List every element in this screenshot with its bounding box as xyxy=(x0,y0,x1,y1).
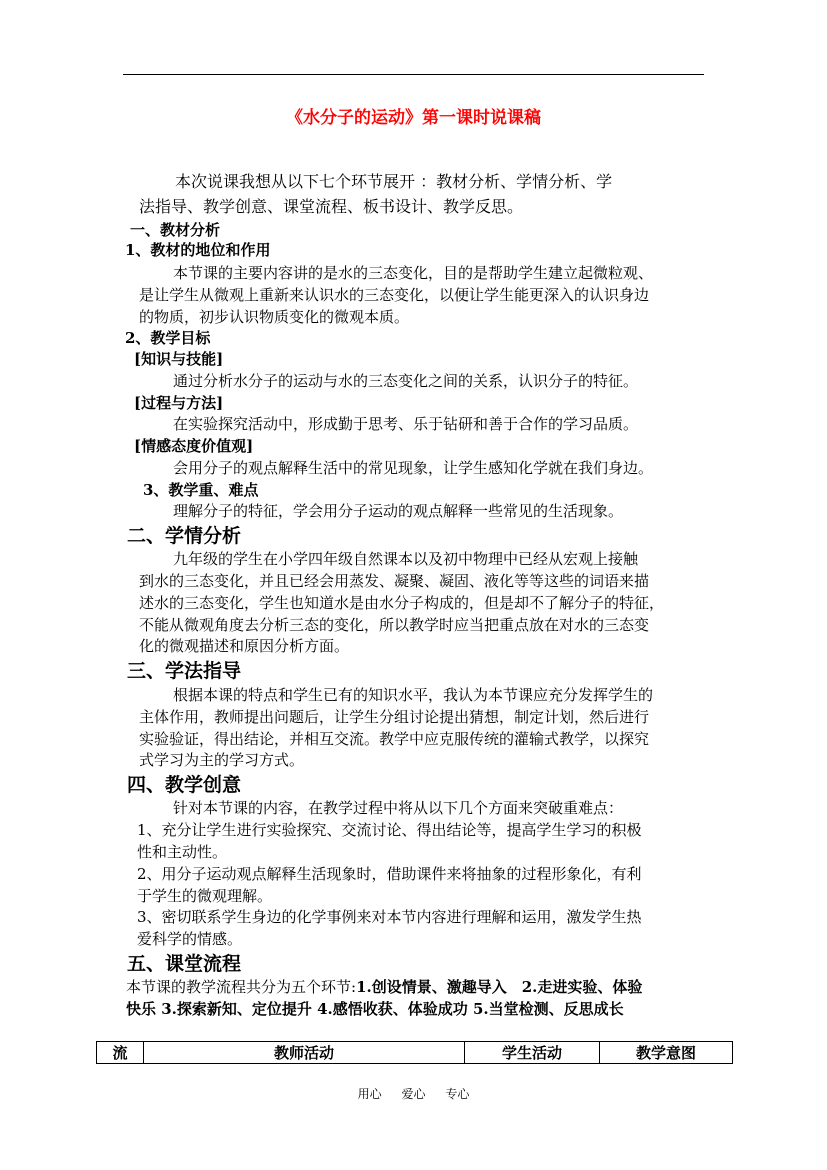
flow-line-1-steps: 1.创设情景、激趣导入 2.走进实验、体验 xyxy=(356,978,643,996)
page-title: 《水分子的运动》第一课时说课稿 xyxy=(286,108,541,128)
section-2-heading: 二、学情分析 xyxy=(127,525,242,547)
paragraph-line: 主体作用，教师提出问题后，让学生分组讨论提出猜想，制定计划，然后进行 xyxy=(139,708,650,726)
header-rule xyxy=(123,74,704,75)
section-3-heading: 三、学法指导 xyxy=(127,660,242,682)
list-item: 爱科学的情感。 xyxy=(137,930,243,948)
section-1-heading: 一、教材分析 xyxy=(130,221,221,239)
list-item: 性和主动性。 xyxy=(137,843,228,861)
table-header-cell: 流 xyxy=(97,1042,144,1064)
footer-text: 专心 xyxy=(445,1087,470,1101)
intro-line-1: 本次说课我想从以下七个环节展开 ：教材分析、学情分析、学 xyxy=(175,172,613,191)
paragraph-line: 化的微观描述和原因分析方面。 xyxy=(139,637,350,655)
footer-text: 用心 xyxy=(357,1087,382,1101)
emotion-text: 会用分子的观点解释生活中的常见现象，让学生感知化学就在我们身边。 xyxy=(173,459,654,477)
section-5-heading: 五、课堂流程 xyxy=(127,953,242,975)
list-item: 2、用分子运动观点解释生活现象时，借助课件来将抽象的过程形象化，有利 xyxy=(137,865,642,883)
paragraph-line: 九年级的学生在小学四年级自然课本以及初中物理中已经从宏观上接触 xyxy=(173,550,639,568)
key-points-text: 理解分子的特征，学会用分子运动的观点解释一些常见的生活现象。 xyxy=(173,502,624,520)
section-1-sub1-heading: 1、教材的地位和作用 xyxy=(125,241,271,259)
section-4-lead: 针对本节课的内容，在教学过程中将从以下几个方面来突破重难点： xyxy=(173,799,624,817)
paragraph-line: 到水的三态变化，并且已经会用蒸发、凝聚、凝固、液化等等这些的词语来描 xyxy=(139,572,650,590)
emotion-label: [情感态度价值观] xyxy=(134,437,254,455)
process-text: 在实验探究活动中，形成勤于思考、乐于钻研和善于合作的学习品质。 xyxy=(173,415,639,433)
knowledge-label: [知识与技能] xyxy=(134,350,224,368)
table-header-cell: 教师活动 xyxy=(144,1042,465,1064)
section-1-sub3-heading: 3、教学重、难点 xyxy=(143,481,259,499)
page-footer xyxy=(0,1085,827,1102)
paragraph-line: 不能从微观角度去分析三态的变化，所以教学时应当把重点放在对水的三态变 xyxy=(139,616,650,634)
table-header-cell: 教学意图 xyxy=(600,1042,733,1064)
paragraph-line: 根据本课的特点和学生已有的知识水平，我认为本节课应充分发挥学生的 xyxy=(173,686,654,704)
intro-line-2: 法指导、教学创意、课堂流程、板书设计、教学反思。 xyxy=(139,197,524,216)
list-item: 于学生的微观理解。 xyxy=(137,887,273,905)
paragraph-line: 是让学生从微观上重新来认识水的三态变化，以便让学生能更深入的认识身边 xyxy=(139,286,650,304)
paragraph-line: 式学习为主的学习方式。 xyxy=(139,751,305,769)
flow-line-1 xyxy=(126,977,642,997)
paragraph-line: 实验验证，得出结论，并相互交流。教学中应克服传统的灌输式教学，以探究 xyxy=(139,730,650,748)
paragraph-line: 述水的三态变化，学生也知道水是由水分子构成的，但是却不了解分子的特征， xyxy=(139,594,665,612)
footer-text: 爱心 xyxy=(401,1087,426,1101)
list-item: 3、密切联系学生身边的化学事例来对本节内容进行理解和运用，激发学生热 xyxy=(137,908,642,926)
paragraph-line: 本节课的主要内容讲的是水的三态变化，目的是帮助学生建立起微粒观、 xyxy=(173,264,654,282)
table-header-cell: 学生活动 xyxy=(465,1042,600,1064)
paragraph-line: 的物质，初步认识物质变化的微观本质。 xyxy=(139,308,410,326)
table-header-row xyxy=(97,1042,733,1064)
process-label: [过程与方法] xyxy=(134,394,224,412)
flow-table xyxy=(96,1041,733,1064)
flow-line-1-prefix: 本节课的教学流程共分为五个环节: xyxy=(126,978,357,996)
section-4-heading: 四、教学创意 xyxy=(127,774,242,796)
flow-line-2: 快乐 3.探索新知、定位提升 4.感悟收获、体验成功 5.当堂检测、反思成长 xyxy=(126,1000,624,1018)
list-item: 1、充分让学生进行实验探究、交流讨论、得出结论等，提高学生学习的积极 xyxy=(137,821,642,839)
section-1-sub2-heading: 2、教学目标 xyxy=(125,329,211,347)
knowledge-text: 通过分析水分子的运动与水的三态变化之间的关系，认识分子的特征。 xyxy=(173,372,639,390)
